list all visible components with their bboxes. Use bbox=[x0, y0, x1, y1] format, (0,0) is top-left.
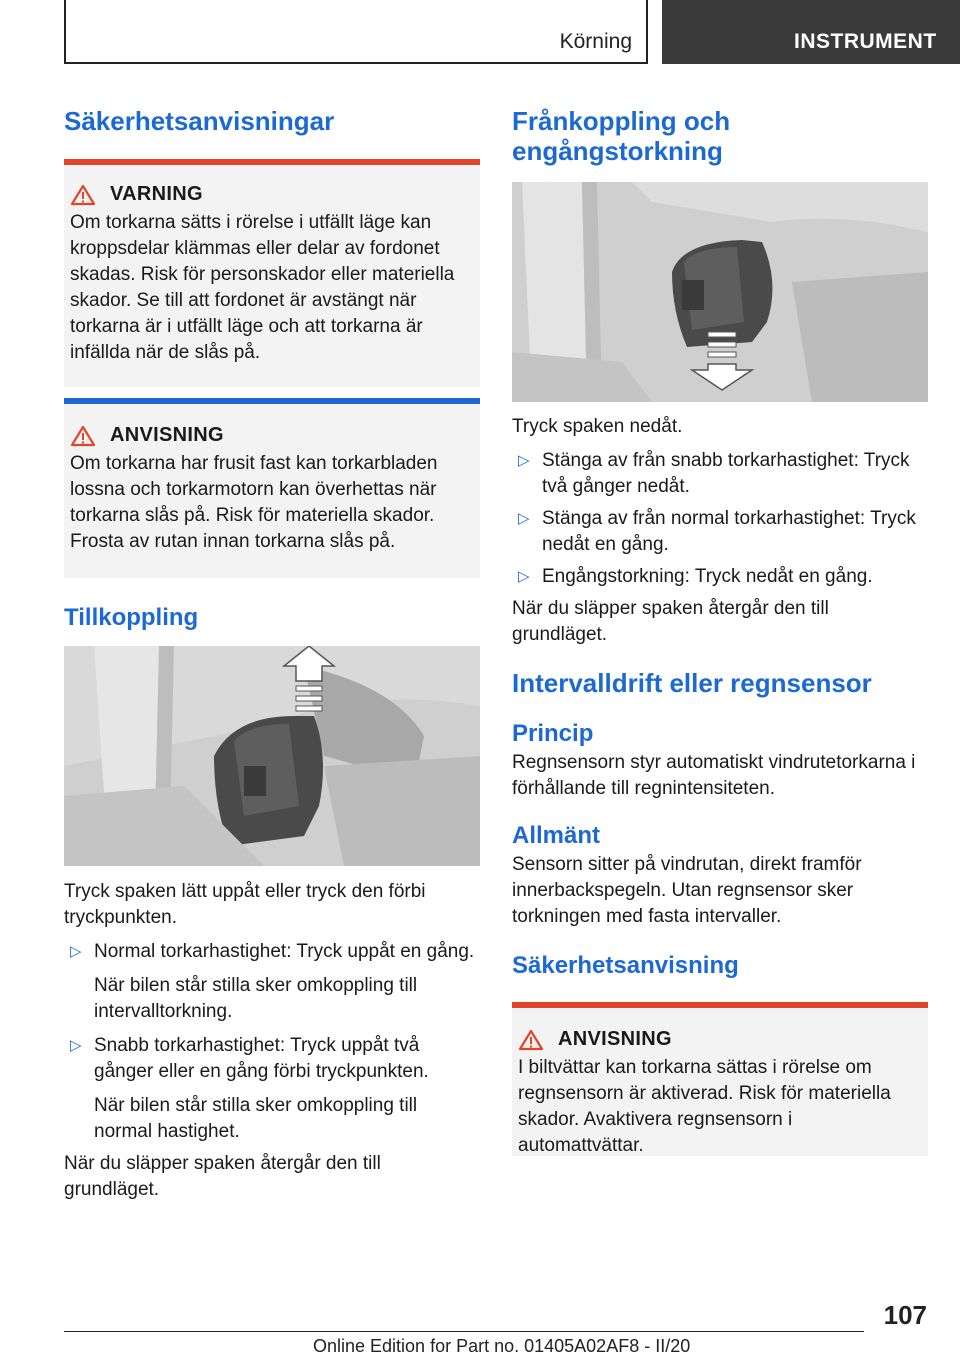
left-column bbox=[64, 100, 480, 1203]
list-item bbox=[512, 564, 928, 590]
bullet-triangle-icon: ▷ bbox=[518, 510, 530, 527]
safety-instruction-title: Säkerhetsanvisning bbox=[512, 952, 739, 979]
frankoppling-outro: När du släpper spaken återgår den till grundläget. bbox=[512, 598, 829, 645]
warning-triangle-icon bbox=[518, 1029, 544, 1051]
list-item bbox=[512, 448, 928, 500]
bullet-text: Stänga av från normal torkarhastighet: Tryck nedåt en gång. bbox=[542, 508, 916, 555]
list-item bbox=[512, 506, 928, 558]
regnsensor-notice-box bbox=[512, 1002, 928, 1156]
warning-text: Om torkarna sätts i rörelse i utfällt läge kan kroppsdelar klämmas eller delar av fordonet skadas. Risk för personskador eller materiella skador. Se till att fordonet är avstängt när torkarna är i utfällt läge och att torkarna är infällda när de slås på. bbox=[70, 212, 455, 363]
footer-edition: Online Edition for Part no. 01405A02AF8 - II/20 bbox=[313, 1336, 691, 1356]
right-column bbox=[512, 100, 928, 1156]
regnsensor-notice-text: I biltvättar kan torkarna sättas i rörelse om regnsensorn är aktiverad. Risk för materiella skador. Avaktivera regnsensorn i automattvättar. bbox=[518, 1057, 891, 1156]
bullet-triangle-icon: ▷ bbox=[70, 943, 82, 960]
bullet-text: Stänga av från snabb torkarhastighet: Tryck två gånger nedåt. bbox=[542, 450, 910, 497]
bullet-subtext: När bilen står stilla sker omkoppling till intervalltorkning. bbox=[94, 975, 418, 1022]
bullet-subtext: När bilen står stilla sker omkoppling till normal hastighet. bbox=[94, 1095, 418, 1142]
warning-triangle-icon bbox=[70, 425, 96, 447]
bullet-text: Normal torkarhastighet: Tryck uppåt en gång. bbox=[94, 941, 475, 962]
princip-title: Princip bbox=[512, 720, 594, 747]
allmant-text: Sensorn sitter på vindrutan, direkt framför innerbackspegeln. Utan regnsensor sker torkningen med fasta intervaller. bbox=[512, 854, 862, 927]
wiper-lever-up-image bbox=[64, 646, 480, 866]
frankoppling-title: Frånkoppling och engångstorkning bbox=[512, 106, 731, 166]
tillkoppling-intro: Tryck spaken lätt uppåt eller tryck den förbi tryckpunkten. bbox=[64, 881, 426, 928]
warning-triangle-icon bbox=[70, 184, 96, 206]
frankoppling-intro: Tryck spaken nedåt. bbox=[512, 416, 683, 437]
allmant-title: Allmänt bbox=[512, 822, 601, 849]
bullet-triangle-icon: ▷ bbox=[70, 1037, 82, 1054]
header-chapter-box bbox=[64, 0, 648, 64]
bullet-triangle-icon: ▷ bbox=[518, 568, 530, 585]
list-item bbox=[64, 1033, 480, 1085]
tillkoppling-title: Tillkoppling bbox=[64, 604, 199, 631]
bullet-text: Engångstorkning: Tryck nedåt en gång. bbox=[542, 566, 873, 587]
header-section-tab: INSTRUMENT bbox=[662, 0, 960, 64]
notice-label: ANVISNING bbox=[110, 424, 224, 446]
warning-label: VARNING bbox=[110, 183, 203, 205]
princip-text: Regnsensorn styr automatiskt vindrutetorkarna i förhållande till regnintensiteten. bbox=[512, 752, 916, 799]
header-chapter: Körning bbox=[559, 30, 632, 53]
regnsensor-notice-label: ANVISNING bbox=[558, 1028, 672, 1050]
notice-box bbox=[64, 398, 480, 578]
notice-text: Om torkarna har frusit fast kan torkarbladen lossna och torkarmotorn kan överhettas när torkarna slås på. Risk för materiella skador. Frosta av rutan innan torkarna slås på. bbox=[70, 453, 438, 552]
warning-box bbox=[64, 159, 480, 387]
bullet-triangle-icon: ▷ bbox=[518, 452, 530, 469]
page-number: 107 bbox=[883, 1300, 927, 1330]
tillkoppling-outro: När du släpper spaken återgår den till grundläget. bbox=[64, 1153, 381, 1200]
bullet-text: Snabb torkarhastighet: Tryck uppåt två gånger eller en gång förbi tryckpunkten. bbox=[94, 1035, 429, 1082]
list-item bbox=[64, 939, 480, 965]
wiper-lever-down-image bbox=[512, 182, 928, 402]
interval-title: Intervalldrift eller regnsensor bbox=[512, 668, 872, 698]
safety-title: Säkerhetsanvisningar bbox=[64, 106, 335, 136]
footer-divider bbox=[64, 1331, 864, 1332]
